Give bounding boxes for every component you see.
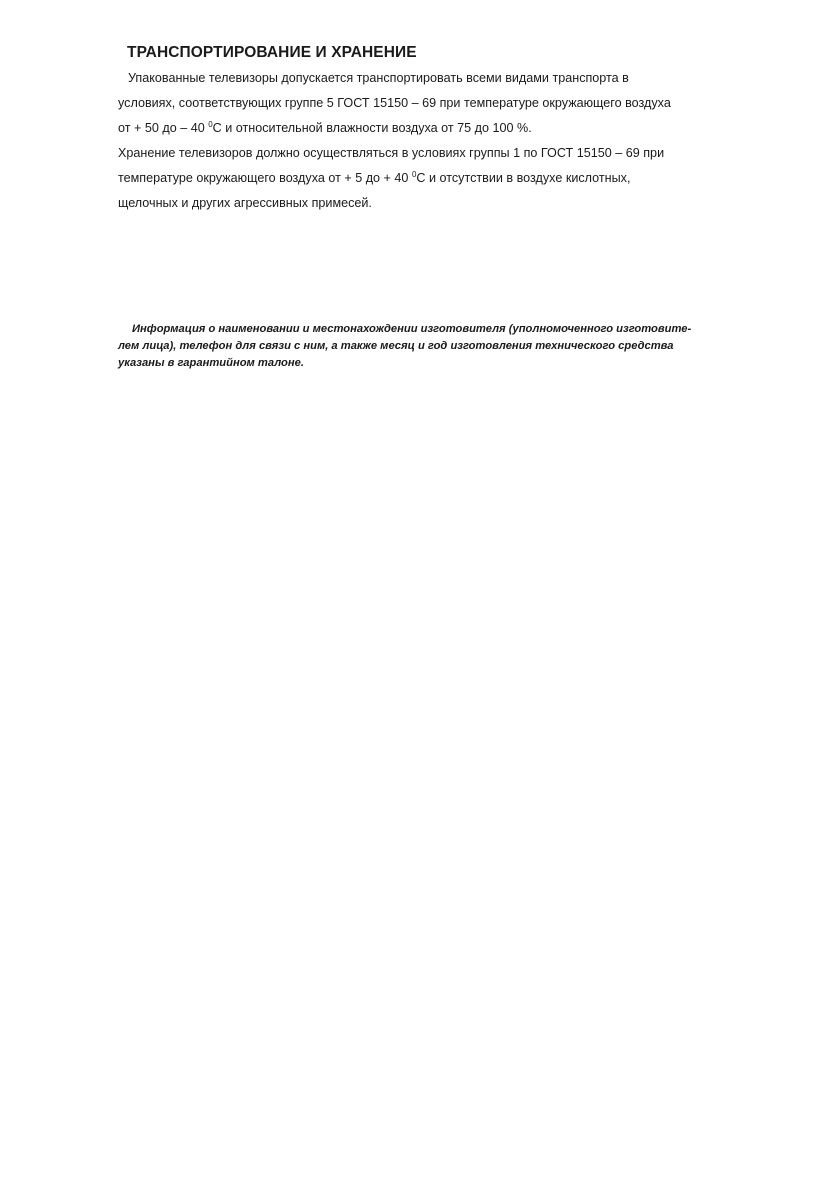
manufacturer-info-line-3: указаны в гарантийном талоне.: [118, 357, 304, 369]
manufacturer-info-line-2: лем лица), телефон для связи с ним, а также месяц и год изготовления технического средства: [118, 340, 674, 352]
storage-paragraph-line-2: [118, 171, 630, 185]
storage-paragraph-line-3: щелочных и других агрессивных примесей.: [118, 196, 372, 210]
section-heading: ТРАНСПОРТИРОВАНИЕ И ХРАНЕНИЕ: [127, 44, 417, 61]
transport-paragraph-line-3: [118, 121, 532, 135]
transport-humidity-text: С и относительной влажности воздуха от 75 до 100 %.: [212, 121, 532, 135]
manufacturer-info-line-1: Информация о наименовании и местонахождении изготовителя (уполномоченного изготовите-: [132, 323, 692, 335]
degree-superscript: 0: [411, 170, 417, 179]
transport-paragraph-line-1: Упакованные телевизоры допускается транспортировать всеми видами транспорта в: [128, 71, 629, 85]
degree-superscript: 0: [208, 120, 213, 129]
storage-temperature-range: температуре окружающего воздуха от + 5 до + 40: [118, 171, 412, 185]
transport-paragraph-line-2: условиях, соответствующих группе 5 ГОСТ 15150 – 69 при температуре окружающего воздуха: [118, 96, 671, 110]
storage-conditions-text: С и отсутствии в воздухе кислотных,: [416, 171, 631, 185]
storage-paragraph-line-1: Хранение телевизоров должно осуществляться в условиях группы 1 по ГОСТ 15150 – 69 при: [118, 146, 665, 160]
transport-temperature-range: от + 50 до – 40: [118, 121, 209, 135]
